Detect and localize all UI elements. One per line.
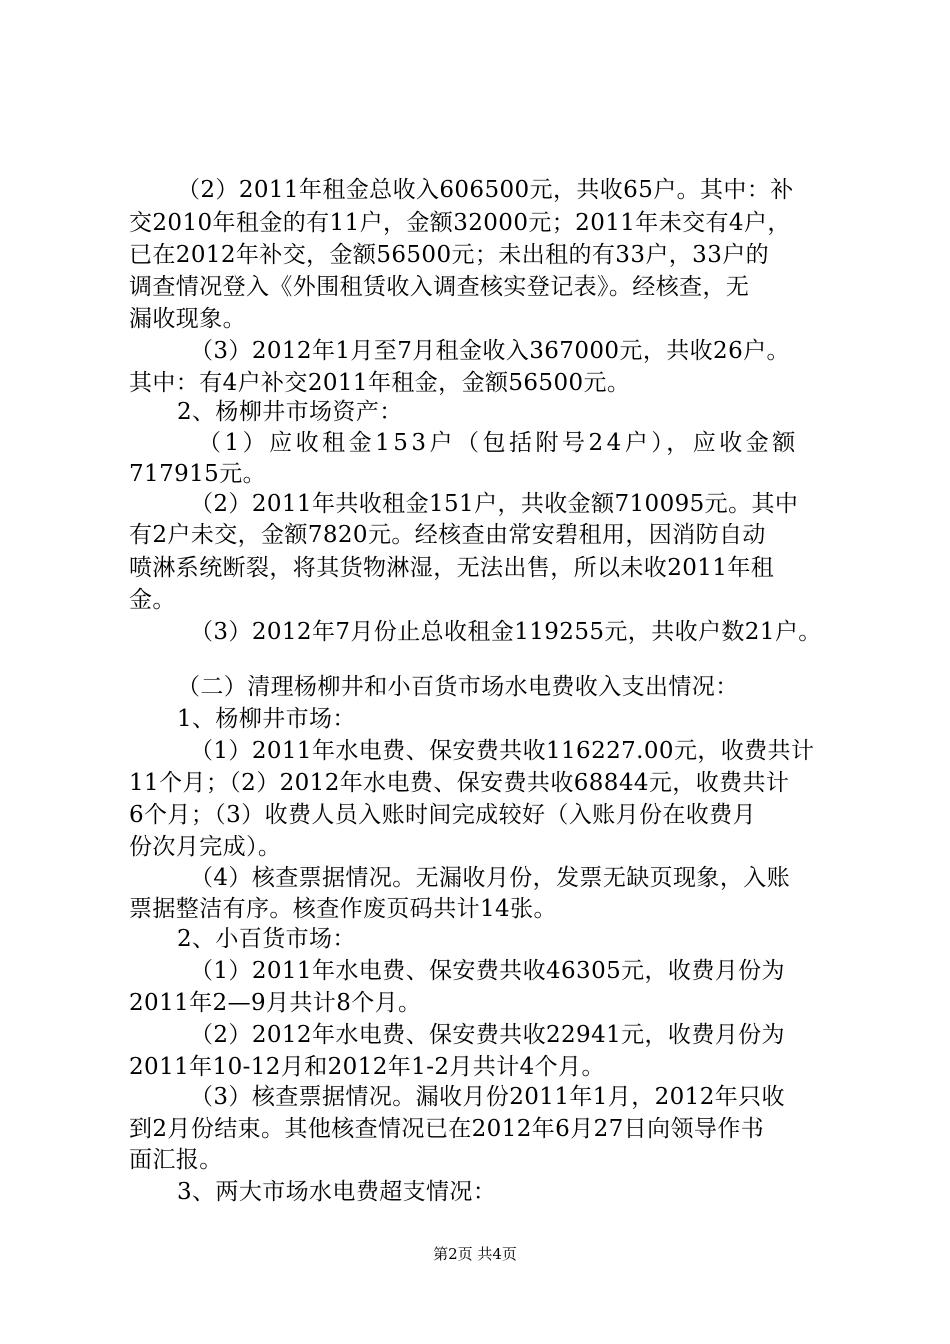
text-line: 有2户未交，金额7820元。经核查由常安碧租用，因消防自动 [129, 522, 766, 548]
text-line: 已在2012年补交，金额56500元；未出租的有33户，33户的 [129, 242, 770, 268]
text-line: 喷淋系统断裂，将其货物淋湿，无法出售，所以未收2011年租 [129, 555, 775, 581]
section-heading: 2、小百货市场： [177, 926, 356, 952]
text-line: 11个月；（2）2012年水电费、保安费共收68844元，收费共计 [129, 770, 790, 796]
text-line: 漏收现象。 [129, 306, 246, 332]
text-line: （1）2011年水电费、保安费共收116227.00元，收费共计 [190, 738, 815, 764]
text-line: 金。 [129, 587, 176, 613]
text-line: 6个月；（3）收费人员入账时间完成较好（入账月份在收费月 [129, 802, 756, 828]
text-line: 交2010年租金的有11户，金额32000元；2011年未交有4户， [129, 210, 791, 236]
text-line: 2011年10-12月和2012年1-2月共计4个月。 [129, 1054, 605, 1080]
text-line: （3）2012年1月至7月租金收入367000元，共收26户。 [190, 338, 790, 364]
text-line: 票据整洁有序。核查作废页码共计14张。 [129, 896, 557, 922]
section-heading: （二）清理杨柳井和小百货市场水电费收入支出情况： [177, 674, 739, 700]
text-line: 2011年2—9月共计8个月。 [129, 990, 422, 1016]
text-line: （2）2011年共收租金151户，共收金额710095元。其中 [190, 491, 799, 517]
text-line: 其中：有4户补交2011年租金，金额56500元。 [129, 370, 631, 396]
text-line: 717915元。 [129, 461, 266, 487]
page-footer: 第2页 共4页 [433, 1245, 517, 1263]
text-line: （2）2012年水电费、保安费共收22941元，收费月份为 [190, 1022, 785, 1048]
text-line: （4）核查票据情况。无漏收月份，发票无缺页现象，入账 [190, 865, 791, 891]
text-line: （3）2012年7月份止总收租金119255元，共收户数21户。 [190, 619, 822, 645]
text-line: 份次月完成）。 [129, 834, 282, 860]
text-line: 到2月份结束。其他核查情况已在2012年6月27日向领导作书 [129, 1116, 765, 1142]
text-line: （1）2011年水电费、保安费共收46305元，收费月份为 [190, 958, 785, 984]
section-heading: 3、两大市场水电费超支情况： [177, 1179, 497, 1205]
section-heading: 1、杨柳井市场： [177, 706, 356, 732]
text-line: 调查情况登入《外围租赁收入调查核实登记表》。经核查，无 [129, 274, 750, 300]
text-line: 面汇报。 [129, 1147, 223, 1173]
section-heading: 2、杨柳井市场资产： [177, 399, 403, 425]
text-line: （3）核查票据情况。漏收月份2011年1月，2012年只收 [190, 1084, 785, 1110]
text-line: （2）2011年租金总收入606500元，共收65户。其中：补 [177, 177, 794, 203]
text-line: （1）应收租金153户（包括附号24户），应收金额 [198, 430, 799, 456]
